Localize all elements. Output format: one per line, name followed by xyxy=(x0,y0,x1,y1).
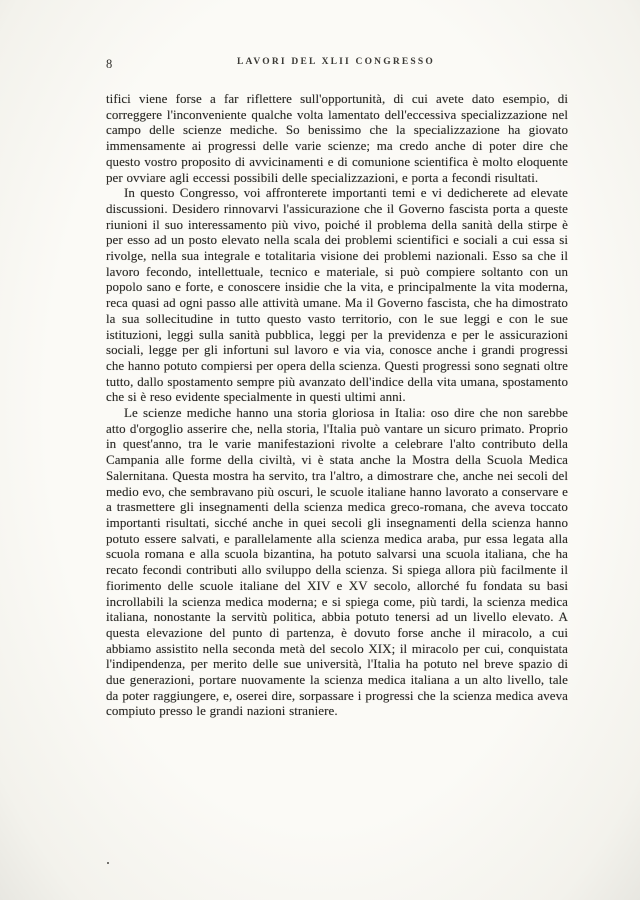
body-text xyxy=(106,91,568,719)
paragraph: Le scienze mediche hanno una storia gloriosa in Italia: oso dire che non sarebbe atto d'orgoglio asserire che, nella storia, l'Italia può vantare un sicuro primato. Proprio in quest'anno, tra le varie manifestazioni rivolte a celebrare l'alto contributo della Campania alle forme della civiltà, vi è stata anche la Mostra della Scuola Medica Salernitana. Questa mostra ha servito, tra l'altro, a dimostrare che, anche nei secoli del medio evo, che sembravano più oscuri, le scuole italiane hanno lavorato a conservare e a trasmettere gli insegnamenti della scienza medica greco-romana, che aveva toccato importanti risultati, sicché anche in quei secoli gli insegnamenti della scienza hanno potuto essere salvati, e parallelamente alla scienza medica araba, pur essa legata alla scuola romana e alla scuola bizantina, ha potuto salvarsi una scuola italiana, che ha recato fecondi contributi allo sviluppo della scienza. Si spiega allora più facilmente il fiorimento delle scuole italiane del XIV e XV secolo, allorché fu fondata su basi incrollabili la scienza medica moderna; e si spiega come, più tardi, la scienza medica italiana, nonostante la servitù politica, abbia potuto tenersi ad un livello elevato. A questa elevazione del punto di partenza, è dovuto forse anche il miracolo, a cui abbiamo assistito nella seconda metà del secolo XIX; il miracolo per cui, conquistata l'indipendenza, per merito delle sue università, l'Italia ha potuto nel breve spazio di due generazioni, portare nuovamente la scienza medica italiana a un alto livello, tale da poter raggiungere, e, oserei dire, sorpassare i progressi che la scienza medica aveva compiuto presso le grandi nazioni straniere. xyxy=(106,405,568,719)
page-number: 8 xyxy=(106,57,113,71)
running-header xyxy=(106,57,566,72)
scan-speck xyxy=(107,862,109,864)
running-title: LAVORI DEL XLII CONGRESSO xyxy=(237,57,435,67)
paragraph-continuation: tifici viene forse a far riflettere sull'opportunità, di cui avete dato esempio, di correggere l'inconveniente qualche volta lamentato dell'eccessiva specializzazione nel campo delle scienze mediche. So benissimo che la specializzazione ha giovato immensamente ai progressi delle varie scienze; ma credo anche di poter dire che questo vostro proposito di avvicinamenti e di comunione scientifica è molto eloquente per ovviare agli eccessi possibili delle specializzazioni, e porta a fecondi risultati. xyxy=(106,91,568,185)
paragraph: In questo Congresso, voi affronterete importanti temi e vi dedicherete ad elevate discussioni. Desidero rinnovarvi l'assicurazione che il Governo fascista porta a queste riunioni il suo interessamento più vivo, poiché il problema della sanità della stirpe è per esso ad un posto elevato nella scala dei problemi scientifici e sociali a cui essa si rivolge, nella sua integrale e totalitaria visione dei problemi nazionali. Esso sa che il lavoro fecondo, intellettuale, tecnico e materiale, si può compiere soltanto con un popolo sano e forte, e conoscere insidie che la vita, e principalmente la vita moderna, reca quasi ad ogni passo alle attività umane. Ma il Governo fascista, che ha dimostrato la sua sollecitudine in tutto questo vasto territorio, con le sue leggi e con le sue istituzioni, leggi sulla sanità pubblica, leggi per la previdenza e per le assicurazioni sociali, legge per gli infortuni sul lavoro e via via, conosce anche i grandi progressi che hanno potuto compiersi per opera della scienza. Questi progressi sono segnati oltre tutto, dallo spostamento sempre più avanzato dell'indice della vita umana, spostamento che si è reso evidente specialmente in questi ultimi anni. xyxy=(106,185,568,405)
